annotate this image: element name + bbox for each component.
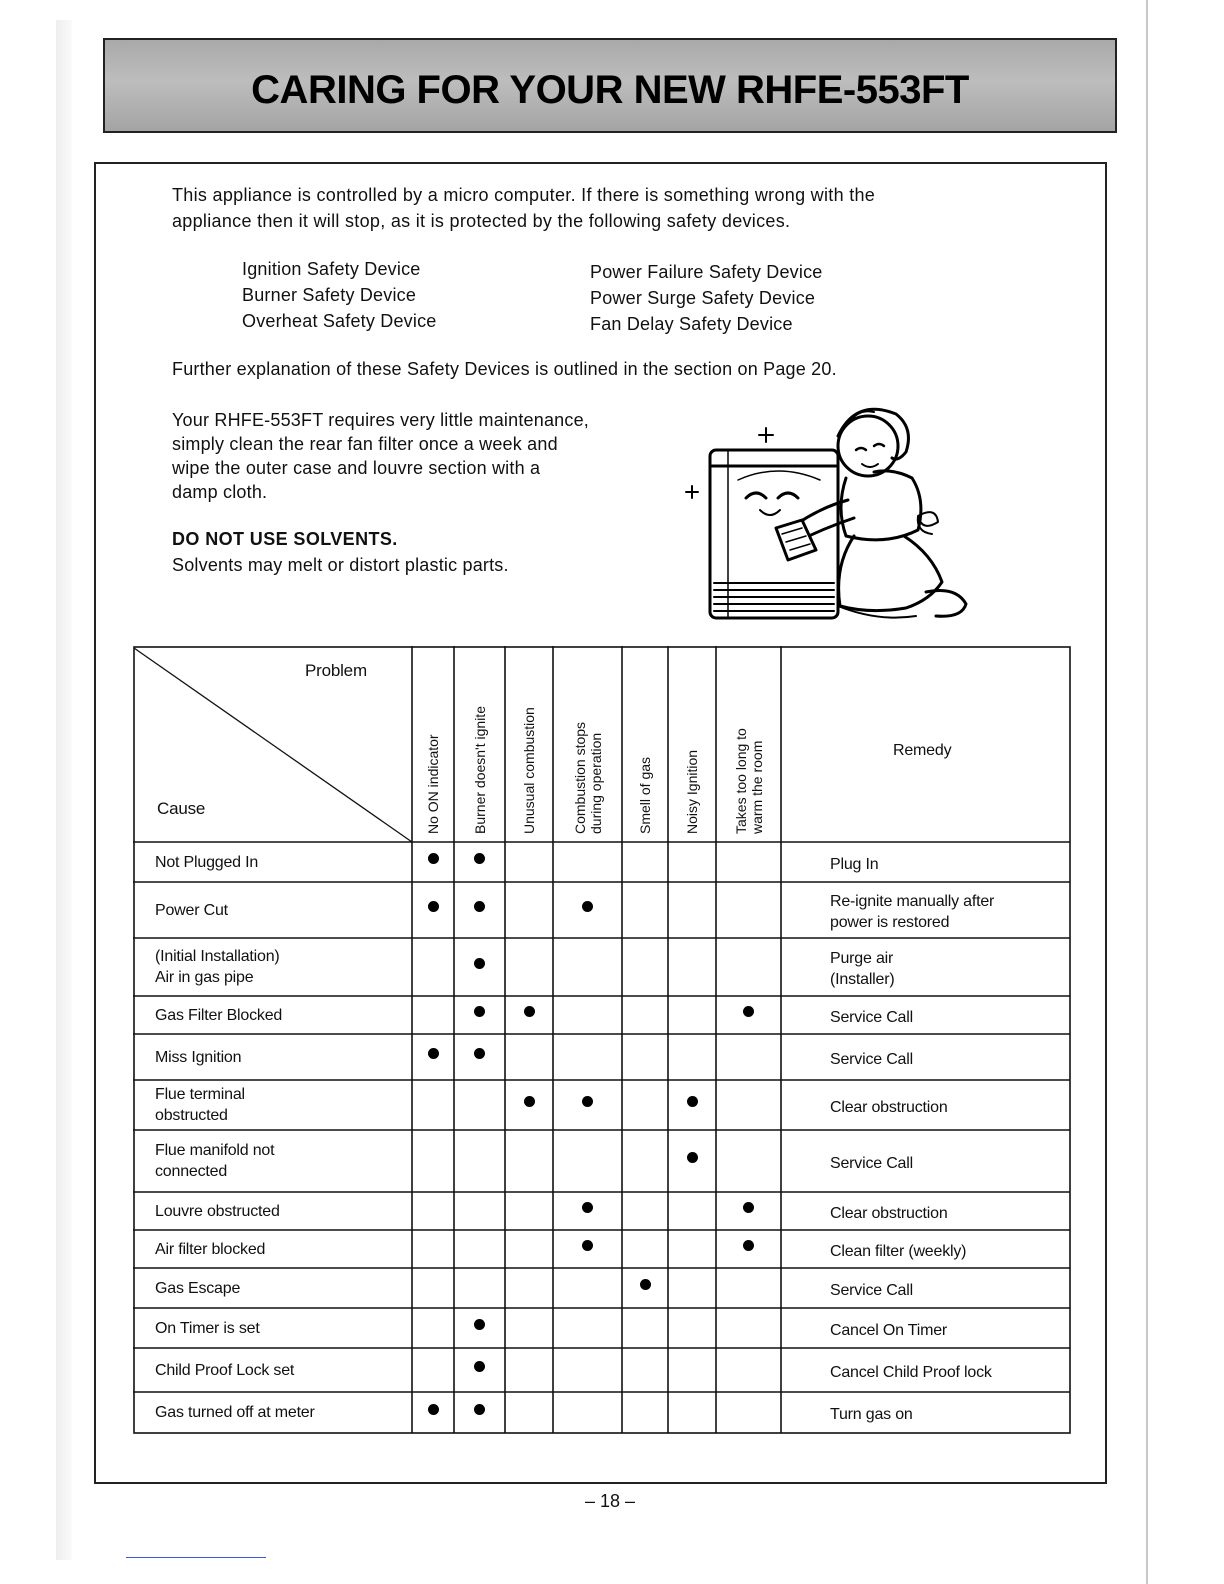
- problem-dot: [582, 1096, 593, 1107]
- safety-devices-right: [590, 259, 823, 337]
- problem-column-header: Unusual combustion: [521, 707, 537, 834]
- cleaning-illustration: [678, 388, 978, 638]
- problem-dot: [743, 1240, 754, 1251]
- cause-cell: Miss Ignition: [155, 1048, 242, 1066]
- cause-cell: Gas turned off at meter: [155, 1404, 315, 1421]
- maintenance-paragraph: [172, 408, 672, 504]
- remedy-cell: Clear obstruction: [830, 1204, 948, 1222]
- remedy-cell: Clear obstruction: [830, 1098, 948, 1116]
- problem-column-header: Noisy Ignition: [684, 749, 700, 834]
- safety-devices-left: [242, 256, 437, 334]
- problem-dot: [687, 1152, 698, 1163]
- intro-paragraph: [172, 182, 1032, 234]
- problem-dot: [687, 1096, 698, 1107]
- problem-column-header: Smell of gas: [637, 756, 653, 834]
- problem-dot: [582, 1202, 593, 1213]
- problem-dot: [640, 1279, 651, 1290]
- problem-column-header: Burner doesn't ignite: [471, 706, 488, 834]
- cause-cell: On Timer is set: [155, 1319, 260, 1337]
- problem-dot: [428, 1404, 439, 1415]
- maintenance-line: wipe the outer case and louvre section with a: [172, 458, 541, 478]
- remedy-cell: Purge air (Installer): [830, 950, 895, 988]
- remedy-cell: Re-ignite manually after power is restored: [830, 893, 995, 931]
- problem-dot: [474, 1319, 485, 1330]
- page-edge: [1146, 0, 1148, 1584]
- maintenance-line: simply clean the rear fan filter once a week and: [172, 434, 558, 454]
- remedy-cell: Service Call: [830, 1050, 913, 1068]
- problem-dot: [474, 1361, 485, 1372]
- cause-cell: Child Proof Lock set: [155, 1361, 295, 1379]
- problem-dot: [743, 1006, 754, 1017]
- safety-device-item: Fan Delay Safety Device: [590, 314, 793, 334]
- problem-column-header: No ON indicator: [425, 734, 441, 834]
- cause-cell: Gas Filter Blocked: [155, 1006, 283, 1024]
- problem-dot: [743, 1202, 754, 1213]
- remedy-cell: Cancel Child Proof lock: [830, 1363, 992, 1381]
- footer-link: [126, 1557, 266, 1558]
- cause-cell: Air filter blocked: [155, 1240, 266, 1258]
- remedy-cell: Clean filter (weekly): [830, 1242, 967, 1260]
- remedy-header: Remedy: [893, 742, 952, 759]
- further-explanation: Further explanation of these Safety Devices is outlined in the section on Page 20.: [172, 359, 837, 379]
- problem-dot: [474, 1048, 485, 1059]
- remedy-cell: Cancel On Timer: [830, 1321, 948, 1339]
- problem-dot: [474, 901, 485, 912]
- cause-cell: (Initial Installation) Air in gas pipe: [155, 948, 280, 986]
- problem-dot: [524, 1006, 535, 1017]
- problem-dot: [428, 853, 439, 864]
- remedy-cell: Service Call: [830, 1281, 913, 1299]
- cause-cell: Flue terminal obstructed: [155, 1086, 245, 1124]
- page-shadow: [56, 20, 72, 1560]
- cause-cell: Flue manifold not connected: [155, 1142, 275, 1180]
- problem-dot: [582, 901, 593, 912]
- cause-cell: Gas Escape: [155, 1279, 241, 1297]
- problem-dot: [474, 1404, 485, 1415]
- safety-device-item: Power Surge Safety Device: [590, 288, 816, 308]
- problem-dot: [524, 1096, 535, 1107]
- problem-dot: [474, 958, 485, 969]
- cause-cell: Louvre obstructed: [155, 1202, 280, 1220]
- troubleshooting-table: [133, 646, 1071, 1434]
- cause-cell: Power Cut: [155, 901, 228, 919]
- maintenance-line: Your RHFE-553FT requires very little maintenance,: [172, 410, 589, 430]
- title-banner: [103, 38, 1117, 133]
- page-number: – 18 –: [584, 1491, 636, 1511]
- warning-title: DO NOT USE SOLVENTS.: [172, 529, 398, 549]
- intro-line: appliance then it will stop, as it is protected by the following safety devices.: [172, 211, 791, 231]
- safety-device-item: Burner Safety Device: [242, 285, 417, 305]
- safety-device-item: Power Failure Safety Device: [590, 262, 823, 282]
- intro-line: This appliance is controlled by a micro computer. If there is something wrong with the: [172, 185, 876, 205]
- problem-dot: [428, 1048, 439, 1059]
- problem-dot: [474, 853, 485, 864]
- problem-header: Problem: [305, 661, 367, 680]
- cause-header: Cause: [157, 799, 206, 818]
- remedy-cell: Service Call: [830, 1154, 913, 1172]
- maintenance-line: damp cloth.: [172, 482, 268, 502]
- remedy-cell: Plug In: [830, 855, 879, 873]
- safety-device-item: Overheat Safety Device: [242, 311, 437, 331]
- cause-cell: Not Plugged In: [155, 853, 259, 871]
- remedy-cell: Turn gas on: [830, 1406, 913, 1423]
- problem-column-header: Takes too long to warm the room: [732, 728, 765, 834]
- problem-dot: [428, 901, 439, 912]
- safety-device-item: Ignition Safety Device: [242, 259, 421, 279]
- remedy-cell: Service Call: [830, 1008, 913, 1026]
- problem-dot: [474, 1006, 485, 1017]
- page-title: CARING FOR YOUR NEW RHFE-553FT: [251, 68, 969, 112]
- problem-dot: [582, 1240, 593, 1251]
- problem-column-header: Combustion stops during operation: [571, 721, 604, 834]
- warning-body: Solvents may melt or distort plastic parts.: [172, 555, 509, 575]
